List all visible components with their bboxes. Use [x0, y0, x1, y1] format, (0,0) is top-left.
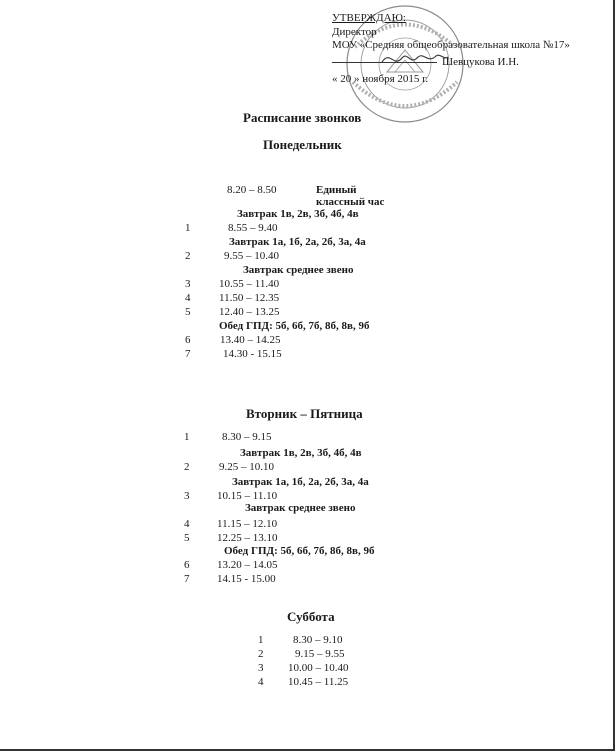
tue-fri-heading: Вторник – Пятница: [246, 406, 363, 421]
monday-row-num: 3: [185, 278, 191, 290]
monday-row-time: 11.50 – 12.35: [219, 292, 280, 304]
monday-row-time: 8.55 – 9.40: [228, 222, 278, 234]
saturday-row-time: 9.15 – 9.55: [295, 648, 345, 660]
tue-fri-row-num: 7: [184, 573, 190, 585]
monday-row-num: 7: [185, 348, 191, 360]
monday-break-1: Завтрак 1в, 2в, 3б, 4б, 4в: [237, 208, 359, 220]
monday-row-time: 10.55 – 11.40: [219, 278, 280, 290]
monday-row-time: 14.30 - 15.15: [223, 348, 282, 360]
tue-fri-row-num: 5: [184, 532, 190, 544]
tue-fri-row-time: 11.15 – 12.10: [217, 518, 278, 530]
signature-line: [332, 62, 437, 63]
tue-fri-row-time: 12.25 – 13.10: [217, 532, 278, 544]
director-name: Шевцукова И.Н.: [442, 56, 519, 68]
monday-pre-label: Единый: [316, 184, 357, 196]
monday-row-num: 2: [185, 250, 191, 262]
monday-pre-time: 8.20 – 8.50: [227, 184, 277, 196]
tue-fri-break-2: Завтрак 1а, 1б, 2а, 2б, 3а, 4а: [232, 476, 369, 488]
monday-row-time: 13.40 – 14.25: [220, 334, 281, 346]
saturday-heading: Суббота: [287, 609, 335, 624]
saturday-row-num: 2: [258, 648, 264, 660]
monday-row-num: 6: [185, 334, 191, 346]
saturday-row-num: 4: [258, 676, 264, 688]
monday-row-time: 9.55 – 10.40: [224, 250, 279, 262]
monday-row-num: 4: [185, 292, 191, 304]
tue-fri-row-time: 10.15 – 11.10: [217, 490, 278, 502]
monday-break-2: Завтрак 1а, 1б, 2а, 2б, 3а, 4а: [229, 236, 366, 248]
tue-fri-row-time: 9.25 – 10.10: [219, 461, 274, 473]
tue-fri-row-time: 13.20 – 14.05: [217, 559, 278, 571]
tue-fri-row-time: 14.15 - 15.00: [217, 573, 276, 585]
monday-break-4: Обед ГПД: 5б, 6б, 7б, 8б, 8в, 9б: [219, 320, 370, 332]
saturday-row-num: 1: [258, 634, 264, 646]
monday-pre-label-2: классный час: [316, 196, 385, 208]
tue-fri-break-1: Завтрак 1в, 2в, 3б, 4б, 4в: [240, 447, 362, 459]
tue-fri-row-num: 6: [184, 559, 190, 571]
monday-row-num: 1: [185, 222, 191, 234]
monday-heading: Понедельник: [263, 137, 342, 152]
saturday-row-time: 10.45 – 11.25: [288, 676, 349, 688]
tue-fri-break-4: Обед ГПД: 5б, 6б, 7б, 8б, 8в, 9б: [224, 545, 375, 557]
tue-fri-row-num: 1: [184, 431, 190, 443]
school-name: МОУ «Средняя общеобразовательная школа №17»: [332, 39, 570, 51]
page-title: Расписание звонков: [243, 110, 362, 125]
tue-fri-row-num: 4: [184, 518, 190, 530]
director-signature: [380, 48, 450, 70]
monday-row-time: 12.40 – 13.25: [219, 306, 280, 318]
tue-fri-row-num: 2: [184, 461, 190, 473]
tue-fri-row-num: 3: [184, 490, 190, 502]
tue-fri-row-time: 8.30 – 9.15: [222, 431, 272, 443]
monday-break-3: Завтрак среднее звено: [243, 264, 354, 276]
saturday-row-time: 8.30 – 9.10: [293, 634, 343, 646]
saturday-row-num: 3: [258, 662, 264, 674]
approval-heading: УТВЕРЖДАЮ:: [332, 12, 406, 24]
approval-date: « 20 » ноября 2015 г.: [332, 73, 429, 85]
monday-row-num: 5: [185, 306, 191, 318]
tue-fri-break-3: Завтрак среднее звено: [245, 502, 356, 514]
director-position: Директор: [332, 26, 377, 38]
saturday-row-time: 10.00 – 10.40: [288, 662, 349, 674]
